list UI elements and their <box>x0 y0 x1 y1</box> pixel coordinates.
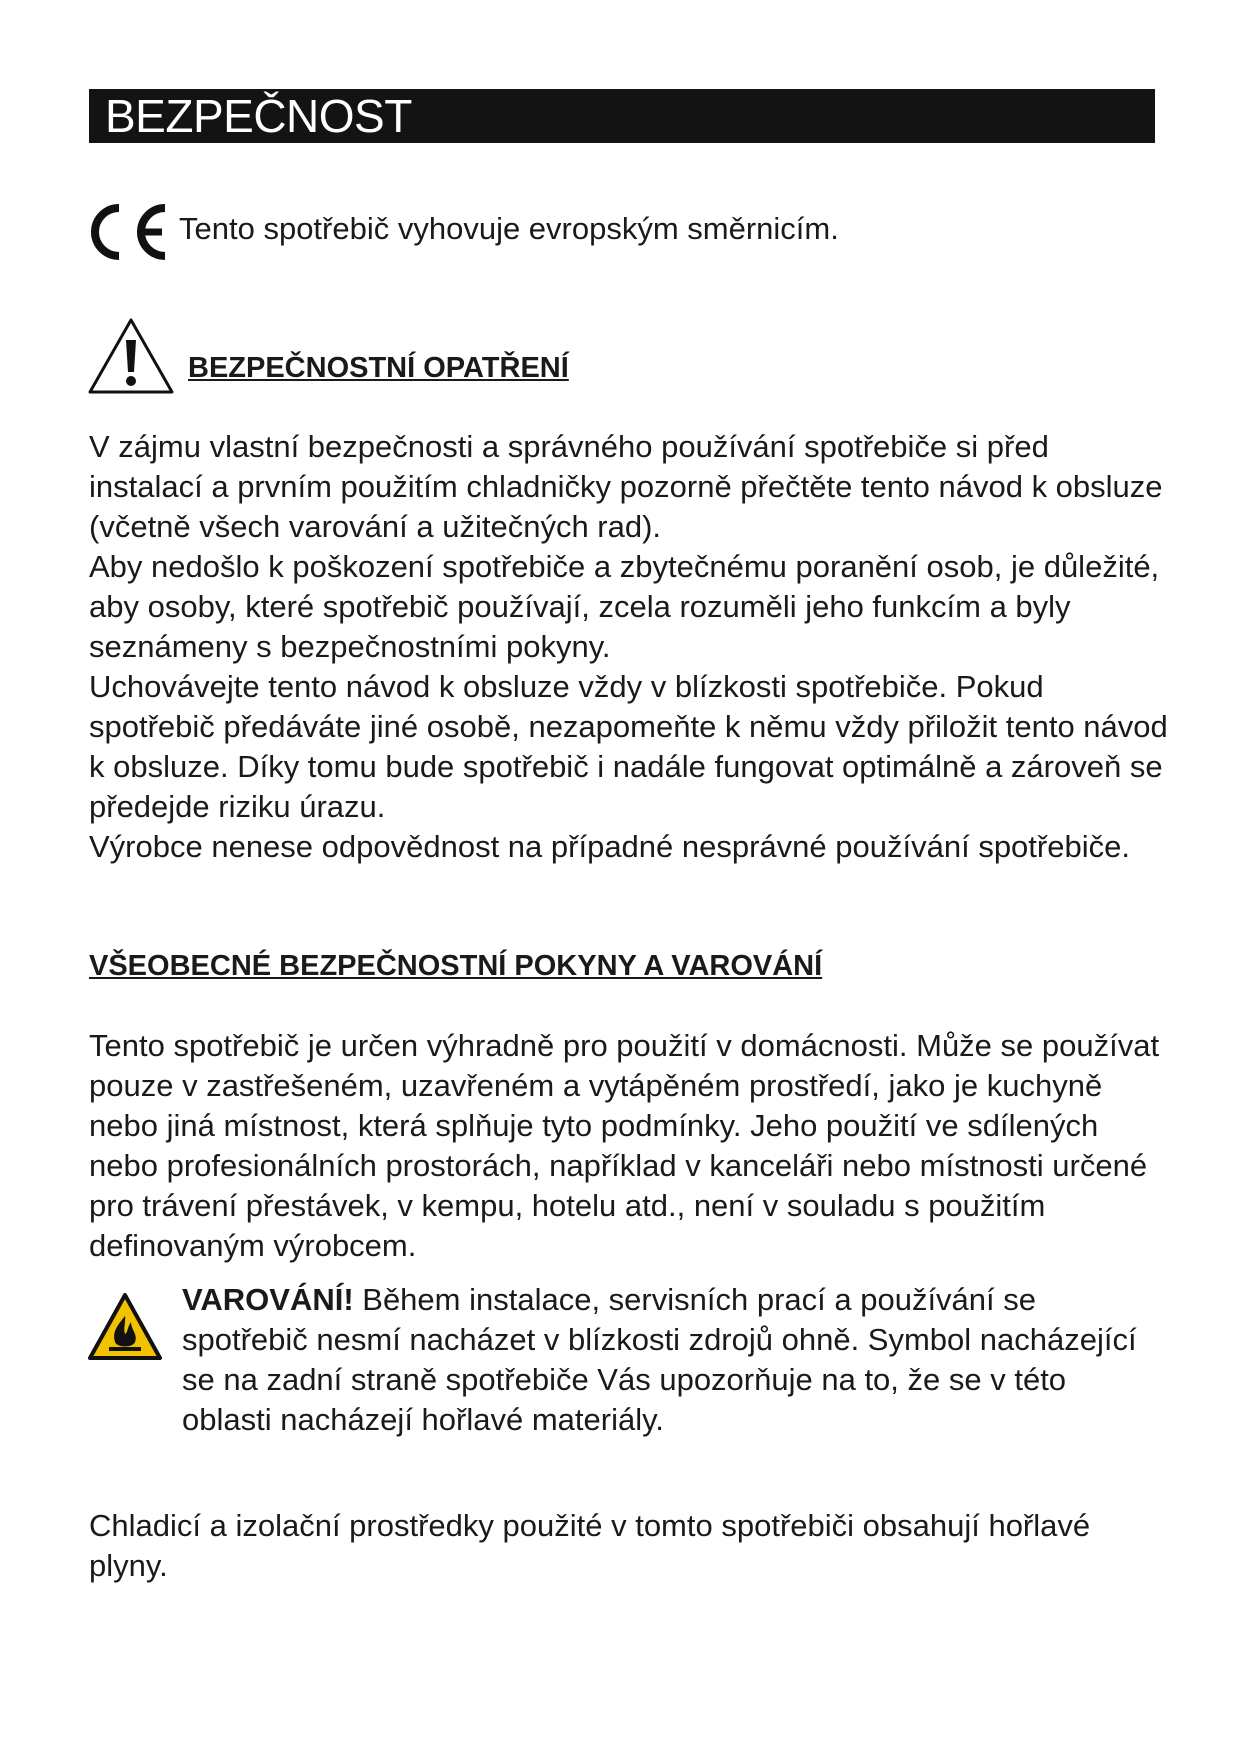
flammable-warning-icon <box>87 1292 163 1362</box>
flammable-warning-text <box>182 1280 1162 1440</box>
section-heading-safety-measures: BEZPEČNOSTNÍ OPATŘENÍ <box>188 352 569 384</box>
safety-measures-heading-row <box>86 316 569 396</box>
paragraph: V zájmu vlastní bezpečnosti a správného používání spotřebiče si před instalací a prvním použitím chladničky pozorně přečtěte tento návod k obsluze (včetně všech varování a užitečných rad). <box>89 429 1163 544</box>
closing-paragraph: Chladicí a izolační prostředky použité v tomto spotřebiči obsahují hořlavé plyny. <box>89 1508 1091 1583</box>
ce-notice-text: Tento spotřebič vyhovuje evropským směrnicím. <box>179 211 839 246</box>
paragraph: Uchovávejte tento návod k obsluze vždy v blízkosti spotřebiče. Pokud spotřebič předáváte jiné osobě, nezapomeňte k němu vždy přiložit tento návod k obsluze. Díky tomu bude spotřebič i nadále fungovat optimálně a zároveň se předejde riziku úrazu. <box>89 669 1168 824</box>
safety-measures-body <box>89 427 1169 867</box>
page-title: BEZPEČNOST <box>89 89 1155 143</box>
warning-body: Během instalace, servisních prací a používání se spotřebič nesmí nacházet v blízkosti zdrojů ohně. Symbol nacházející se na zadní straně spotřebiče Vás upozorňuje na to, že se v této oblasti nacházejí hořlavé materiály. <box>182 1282 1137 1437</box>
ce-notice <box>89 200 839 264</box>
warning-label: VAROVÁNÍ! <box>182 1282 354 1317</box>
paragraph: Aby nedošlo k poškození spotřebiče a zbytečnému poranění osob, je důležité, aby osoby, které spotřebič používají, zcela rozuměli jeho funkcím a byly seznámeny s bezpečnostními pokyny. <box>89 549 1160 664</box>
paragraph: Výrobce nenese odpovědnost na případné nesprávné používání spotřebiče. <box>89 829 1130 864</box>
warning-triangle-icon <box>86 316 176 396</box>
section-heading-general-instructions: VŠEOBECNÉ BEZPEČNOSTNÍ POKYNY A VAROVÁNÍ <box>89 950 823 982</box>
ce-mark-icon <box>89 202 171 262</box>
general-instructions-paragraph: Tento spotřebič je určen výhradně pro použití v domácnosti. Může se používat pouze v zastřešeném, uzavřeném a vytápěném prostředí, jako je kuchyně nebo jiná místnost, která splňuje tyto podmínky. Jeho použití ve sdílených nebo profesionálních prostorách, například v kanceláři nebo místnosti určené pro trávení přestávek, v kempu, hotelu atd., není v souladu s použitím definovaným výrobcem. <box>89 1028 1160 1263</box>
